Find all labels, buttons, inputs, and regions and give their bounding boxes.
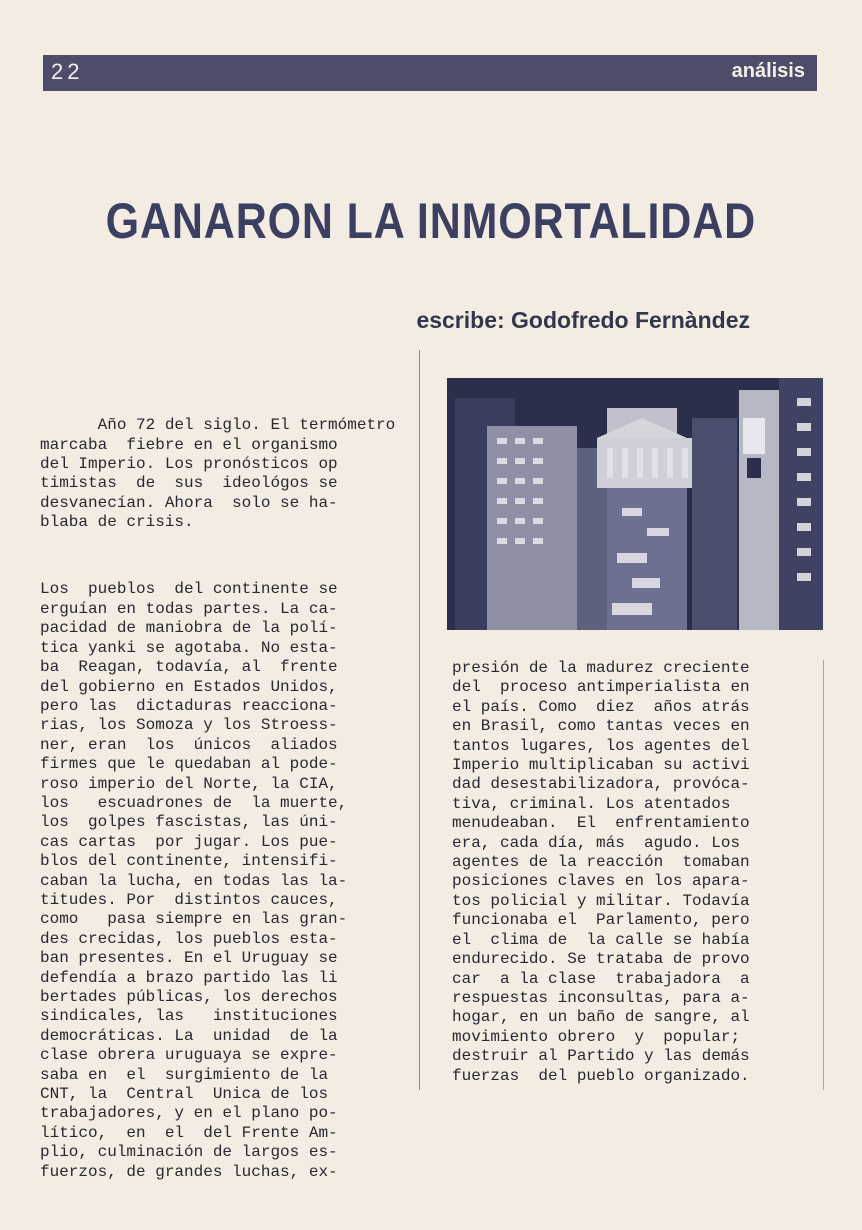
column-divider [419, 350, 420, 1090]
right-column [452, 659, 750, 1086]
text-line: plio, culminación de largos es- [40, 1143, 338, 1162]
text-line: roso imperio del Norte, la CIA, [40, 774, 338, 793]
text-line: los golpes fascistas, las úni- [40, 813, 338, 832]
text-line: Los pueblos del continente se [40, 580, 338, 599]
page-number: 22 [51, 59, 84, 84]
text-line: des crecidas, los pueblos esta- [40, 929, 338, 948]
text-line: era, cada día, más agudo. Los [452, 833, 741, 852]
text-line: ner, eran los únicos aliados [40, 735, 338, 754]
page-header-bar [43, 55, 817, 91]
text-line: del proceso antimperialista en [452, 678, 750, 697]
text-line: destruir al Partido y las demás [452, 1047, 750, 1066]
text-line: del gobierno en Estados Unidos, [40, 677, 338, 696]
text-line: desvanecían. Ahora solo se ha- [40, 493, 338, 512]
text-line: saba en el surgimiento de la [40, 1065, 329, 1084]
text-line: trabajadores, y en el plano po- [40, 1104, 338, 1123]
text-line: endurecido. Se trataba de provo [452, 950, 750, 969]
text-line: presión de la madurez creciente [452, 659, 750, 677]
left-column [40, 358, 395, 1230]
text-line: el país. Como diez años atrás [452, 697, 750, 716]
text-line: rias, los Somoza y los Stroess- [40, 716, 338, 735]
text-line: los escuadrones de la muerte, [40, 793, 348, 812]
text-line: sindicales, las instituciones [40, 1007, 338, 1026]
text-line: lítico, en el del Frente Am- [40, 1123, 338, 1142]
text-line: firmes que le quedaban al pode- [40, 755, 338, 774]
text-line: CNT, la Central Unica de los [40, 1085, 329, 1104]
text-line: timistas de sus ideológos se [40, 474, 338, 493]
text-line: cas cartas por jugar. Los pue- [40, 832, 338, 851]
article-byline: escribe: Godofredo Fernàndez [416, 307, 750, 333]
article-title: GANARON LA INMORTALIDAD [105, 193, 757, 249]
text-line: fuerzos, de grandes luchas, ex- [40, 1162, 338, 1181]
text-line: bertades públicas, los derechos [40, 988, 338, 1006]
text-line: pacidad de maniobra de la polí- [40, 619, 338, 638]
text-line: erguían en todas partes. La ca- [40, 599, 338, 618]
text-line: democráticas. La unidad de la [40, 1026, 338, 1045]
section-label: análisis [731, 60, 805, 82]
text-line: posiciones claves en los apara- [452, 872, 750, 891]
city-photo [447, 378, 823, 630]
text-line: movimiento obrero y popular; [452, 1027, 741, 1046]
left-paragraph-2 [40, 580, 395, 1182]
text-line: respuestas inconsultas, para a- [452, 988, 750, 1007]
text-line: caban la lucha, en todas las la- [40, 871, 348, 890]
text-line: clase obrera uruguaya se expre- [40, 1046, 338, 1065]
text-line: ban presentes. En el Uruguay se [40, 949, 338, 968]
text-line: titudes. Por distintos cauces, [40, 890, 338, 909]
left-paragraph-1 [40, 397, 395, 533]
text-line: funcionaba el Parlamento, pero [452, 911, 750, 930]
text-line: tica yanki se agotaba. No esta- [40, 638, 338, 657]
text-line: hogar, en un baño de sangre, al [452, 1008, 750, 1027]
text-line: el clima de la calle se había [452, 930, 750, 949]
text-line: tantos lugares, los agentes del [452, 736, 750, 755]
text-line: tiva, criminal. Los atentados [452, 794, 731, 813]
text-line: fuerzas del pueblo organizado. [452, 1066, 750, 1085]
text-line: blos del continente, intensifi- [40, 852, 338, 871]
text-line: marcaba fiebre en el organismo [40, 435, 338, 454]
city-photo-illustration [447, 378, 823, 630]
text-line: blaba de crisis. [40, 513, 194, 532]
text-line: pero las dictaduras reacciona- [40, 696, 338, 715]
right-column-rule [823, 660, 824, 1090]
text-line: Año 72 del siglo. El termómetro [97, 416, 396, 435]
text-line: ba Reagan, todavía, al frente [40, 658, 338, 677]
text-line: en Brasil, como tantas veces en [452, 717, 750, 736]
text-line: como pasa siempre en las gran- [40, 910, 348, 929]
text-line: menudeaban. El enfrentamiento [452, 814, 750, 833]
text-line: del Imperio. Los pronósticos op [40, 455, 338, 474]
text-line: defendía a brazo partido las li [40, 968, 338, 987]
text-line: tos policial y militar. Todavía [452, 891, 750, 910]
text-line: car a la clase trabajadora a [452, 969, 750, 988]
text-line: agentes de la reacción tomaban [452, 853, 750, 872]
text-line: dad desestabilizadora, provóca- [452, 775, 750, 794]
text-line: Imperio multiplicaban su activi [452, 756, 750, 775]
